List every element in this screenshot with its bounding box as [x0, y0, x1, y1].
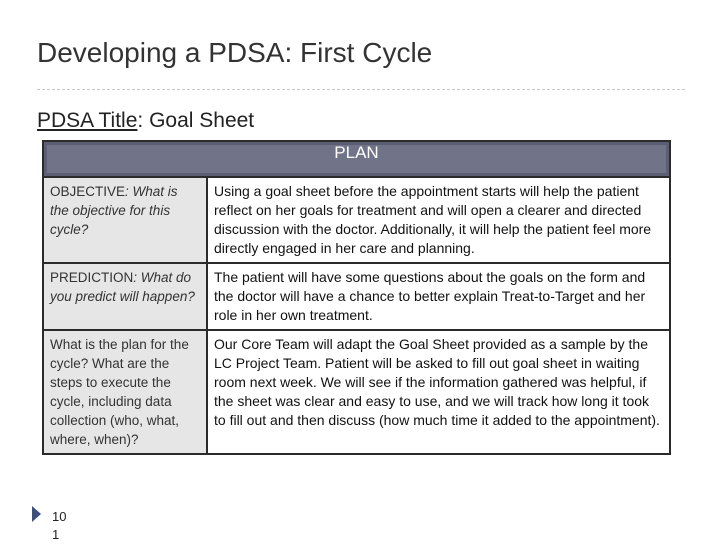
- title-divider: [37, 89, 685, 90]
- prediction-value: The patient will have some questions about the goals on the form and the doctor will have a chance to better explain Treat-to-Target and her role in her own treatment.: [207, 263, 670, 330]
- pdsa-title-label: PDSA Title: [37, 109, 138, 132]
- prediction-label-question: : What do you predict will happen?: [50, 270, 195, 304]
- plan-value: Our Core Team will adapt the Goal Sheet provided as a sample by the LC Project Team. Patient will be asked to fill out goal sheet in waiting room next week. We will see if the information gathered was helpful, if the sheet was clear and easy to use, and we will track how long it took to fill out and then discuss (how much time it added to the appointment).: [207, 330, 670, 454]
- table-row-objective: [43, 177, 670, 263]
- plan-label-question: What is the plan for the cycle? What are the steps to execute the cycle, including data collection (who, what, where, when)?: [50, 337, 189, 447]
- plan-label: [43, 330, 207, 454]
- plan-table: [42, 140, 671, 455]
- objective-label-question: : What is the objective for this cycle?: [50, 184, 178, 237]
- bullet-arrow-icon: [32, 506, 41, 522]
- prediction-label-bold: PREDICTION: [50, 270, 134, 285]
- slide-title: Developing a PDSA: First Cycle: [37, 37, 433, 68]
- objective-value: Using a goal sheet before the appointment starts will help the patient reflect on her goals for treatment and will open a clearer and directed discussion with the doctor. Additionally, it will help the patient feel more directly engaged in her care and planning.: [207, 177, 670, 263]
- pdsa-title-separator: :: [137, 109, 144, 132]
- table-row-plan: [43, 330, 670, 454]
- objective-label: [43, 177, 207, 263]
- page-number: 10 1: [52, 509, 67, 542]
- pdsa-title: [37, 109, 254, 133]
- prediction-label: [43, 263, 207, 330]
- pdsa-title-value: Goal Sheet: [143, 109, 255, 132]
- objective-label-bold: OBJECTIVE: [50, 184, 126, 199]
- table-row-prediction: [43, 263, 670, 330]
- plan-header: PLAN: [43, 141, 670, 177]
